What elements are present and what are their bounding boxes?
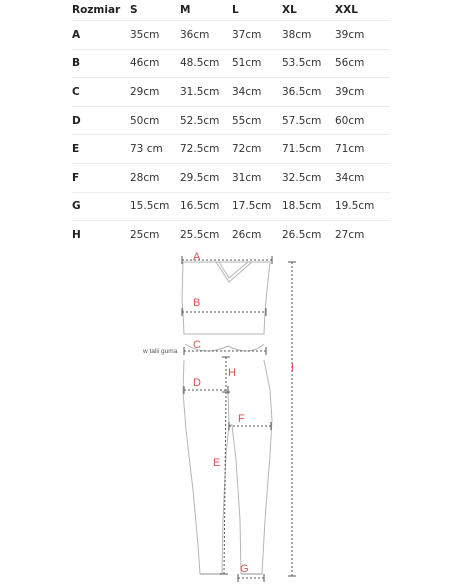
waist-elastic-note: w talii guma [143, 348, 178, 355]
header-xxl: XXL [335, 0, 390, 21]
measurement-labels [193, 251, 294, 575]
table-cell: 29cm [130, 78, 180, 107]
table-cell: 16.5cm [180, 192, 232, 221]
header-l: L [232, 0, 282, 21]
table-cell: 26.5cm [282, 228, 322, 241]
table-cell: 31cm [232, 163, 282, 192]
table-cell: 50cm [130, 106, 180, 135]
table-cell: 37cm [232, 21, 282, 50]
table-cell: 72cm [232, 135, 282, 164]
label-d: D [193, 377, 201, 389]
label-e: E [213, 457, 221, 469]
table-cell: 46cm [130, 49, 180, 78]
row-label: H [72, 228, 81, 241]
table-cell: 25cm [130, 228, 160, 241]
label-f: F [238, 413, 245, 425]
table-cell: 27cm [335, 228, 365, 241]
table-cell: 39cm [335, 21, 390, 50]
row-label: C [72, 78, 130, 107]
table-cell: 18.5cm [282, 192, 335, 221]
label-c: C [193, 339, 201, 351]
row-label: A [72, 21, 130, 50]
label-a: A [193, 251, 201, 263]
table-row [72, 49, 390, 78]
table-cell: 39cm [335, 78, 390, 107]
table-cell: 34cm [335, 163, 390, 192]
table-cell: 53.5cm [282, 49, 335, 78]
table-cell: 71cm [335, 135, 390, 164]
table-row [72, 106, 390, 135]
table-cell: 32.5cm [282, 163, 335, 192]
label-g: G [240, 563, 249, 575]
table-cell: 60cm [335, 106, 390, 135]
row-label: D [72, 106, 130, 135]
table-cell: 17.5cm [232, 192, 282, 221]
size-chart-table [72, 0, 390, 249]
table-cell: 31.5cm [180, 78, 232, 107]
table-cell: 57.5cm [282, 106, 335, 135]
table-cell: 55cm [232, 106, 282, 135]
header-s: S [130, 0, 180, 21]
table-row [72, 78, 390, 107]
label-i: I [291, 362, 295, 374]
table-cell: 15.5cm [130, 192, 180, 221]
table-cell: 38cm [282, 21, 335, 50]
header-size: Rozmiar [72, 0, 130, 21]
table-cell: 71.5cm [282, 135, 335, 164]
row-label: F [72, 163, 130, 192]
table-cell: 35cm [130, 21, 180, 50]
table-cell: 56cm [335, 49, 390, 78]
table-cell: 36cm [180, 21, 232, 50]
table-cell: 73 cm [130, 135, 180, 164]
table-header-row [72, 0, 390, 21]
row-label: E [72, 135, 130, 164]
table-cell: 52.5cm [180, 106, 232, 135]
table-cell: 25.5cm [180, 228, 220, 241]
table-cell: 28cm [130, 163, 180, 192]
table-cell: 34cm [232, 78, 282, 107]
row-label: B [72, 49, 130, 78]
table-cell: 51cm [232, 49, 282, 78]
jumpsuit-diagram [0, 244, 452, 584]
table-cell: 19.5cm [335, 192, 390, 221]
table-cell: 48.5cm [180, 49, 232, 78]
header-m: M [180, 0, 232, 21]
table-row [72, 21, 390, 50]
table-cell: 72.5cm [180, 135, 232, 164]
label-h: H [228, 367, 236, 379]
label-b: B [193, 297, 201, 309]
table-body [72, 21, 390, 249]
table-cell: 36.5cm [282, 78, 335, 107]
table-cell: 29.5cm [180, 163, 232, 192]
header-xl: XL [282, 0, 335, 21]
table-row [72, 135, 390, 164]
table-row [72, 192, 390, 221]
table-row [72, 163, 390, 192]
row-label: G [72, 192, 130, 221]
table-cell: 26cm [232, 228, 262, 241]
